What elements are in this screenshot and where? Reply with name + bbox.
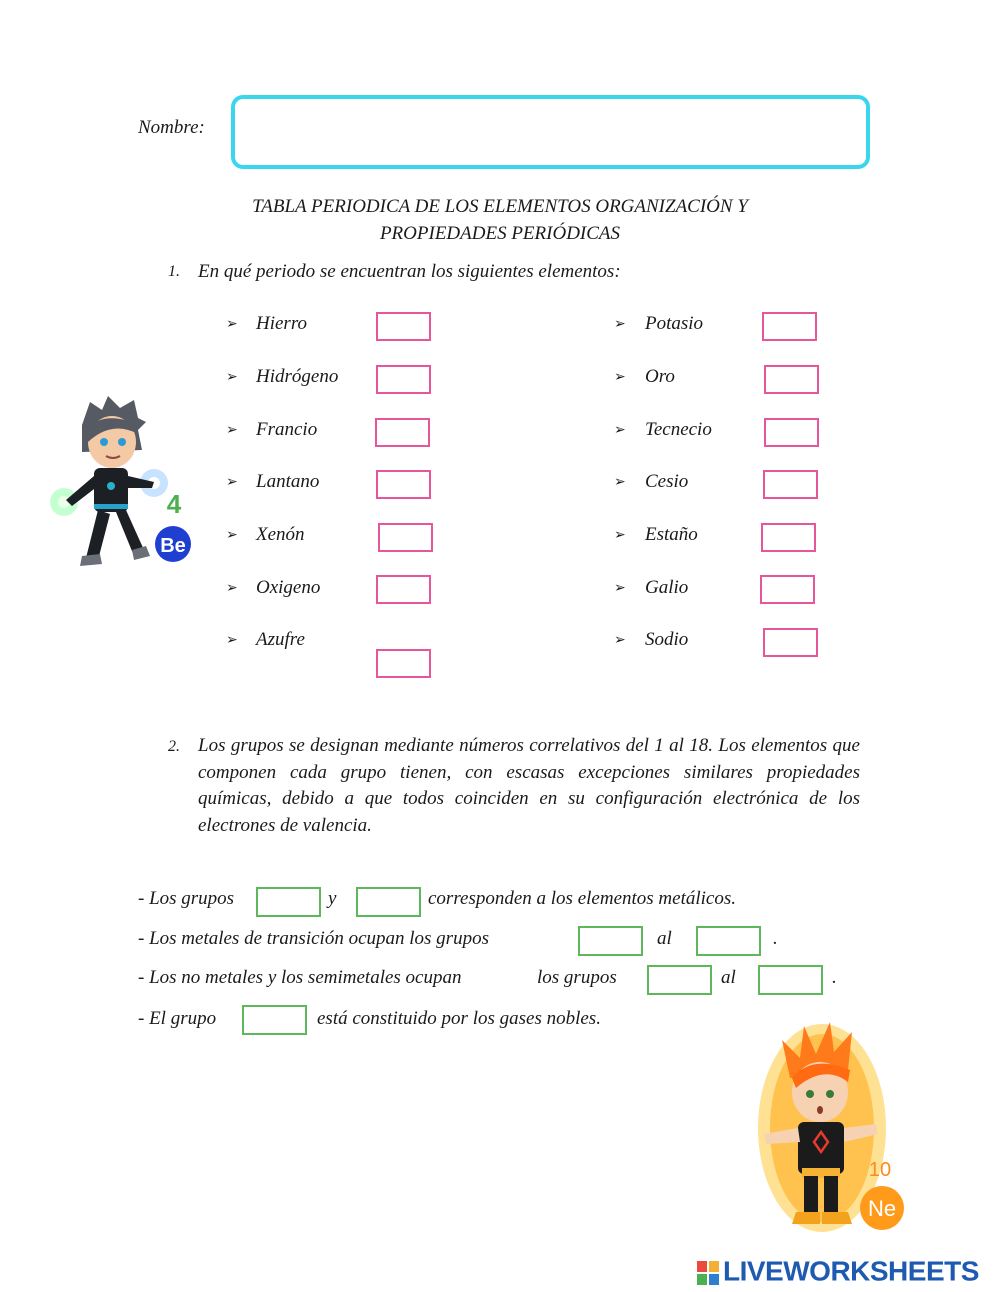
question-2-number: 2. [168,738,180,755]
sentence-text: corresponden a los elementos metálicos. [428,888,736,909]
answer-box[interactable] [761,523,816,552]
sentence-text: y [328,888,337,909]
answer-box[interactable] [647,965,712,995]
arrow-bullet-icon: ➢ [614,528,626,543]
sentence-text: los grupos [537,967,617,988]
arrow-bullet-icon: ➢ [226,528,238,543]
sentence-text: al [657,928,672,949]
answer-box[interactable] [763,628,818,657]
arrow-bullet-icon: ➢ [614,423,626,438]
ne-atomic-number: 10 [868,1159,892,1181]
sentence-text: - Los metales de transición ocupan los grupos [138,928,489,949]
sentence-text: . [773,928,778,949]
arrow-bullet-icon: ➢ [226,475,238,490]
name-label: Nombre: [138,117,205,138]
question-1-text: En qué periodo se encuentran los siguientes elementos: [198,261,621,282]
answer-box[interactable] [378,523,433,552]
answer-box[interactable] [762,312,817,341]
answer-box[interactable] [764,365,819,394]
element-label: Hierro [256,313,308,334]
element-label: Potasio [645,313,704,334]
answer-box[interactable] [376,470,431,499]
arrow-bullet-icon: ➢ [614,370,626,385]
arrow-bullet-icon: ➢ [226,581,238,596]
arrow-bullet-icon: ➢ [226,370,238,385]
element-label: Oro [645,366,675,387]
answer-box[interactable] [763,470,818,499]
element-label: Sodio [645,629,689,650]
ne-symbol: Ne [867,1196,897,1221]
answer-box[interactable] [764,418,819,447]
element-label: Cesio [645,471,689,492]
sentence-text: . [832,967,837,988]
name-input[interactable] [231,95,870,169]
answer-box[interactable] [256,887,321,917]
be-symbol: Be [160,535,186,557]
neon-character-illustration [752,1018,922,1240]
answer-box[interactable] [376,649,431,678]
answer-box[interactable] [578,926,643,956]
answer-box[interactable] [376,575,431,604]
answer-box[interactable] [760,575,815,604]
arrow-bullet-icon: ➢ [614,581,626,596]
element-label: Tecnecio [645,419,712,440]
answer-box[interactable] [376,312,431,341]
answer-box[interactable] [375,418,430,447]
arrow-bullet-icon: ➢ [614,475,626,490]
be-atomic-number: 4 [166,489,182,519]
answer-box[interactable] [696,926,761,956]
element-label: Estaño [645,524,698,545]
element-label: Lantano [256,471,320,492]
logo-mark-icon [697,1260,719,1284]
question-1-number: 1. [168,263,180,280]
answer-box[interactable] [376,365,431,394]
sentence-text: - El grupo [138,1008,217,1029]
sentence-text: al [721,967,736,988]
arrow-bullet-icon: ➢ [226,317,238,332]
answer-box[interactable] [356,887,421,917]
element-label: Francio [256,419,318,440]
arrow-bullet-icon: ➢ [614,633,626,648]
sentence-text: - Los grupos [138,888,235,909]
arrow-bullet-icon: ➢ [614,317,626,332]
element-label: Hidrógeno [256,366,339,387]
element-label: Azufre [256,629,305,650]
title-line-1: TABLA PERIODICA DE LOS ELEMENTOS ORGANIZACIÓN Y [252,196,748,217]
question-2-paragraph: Los grupos se designan mediante números correlativos del 1 al 18. Los elementos que componen cada grupo tienen, con escasas excepciones similares propiedades químicas, debido a que todos coinciden en su configuración electrónica de los electrones de valencia. [198,735,860,836]
answer-box[interactable] [758,965,823,995]
title-line-2: PROPIEDADES PERIÓDICAS [379,223,621,244]
liveworksheets-logo [697,1254,979,1288]
sentence-text: - Los no metales y los semimetales ocupan [138,967,462,988]
element-label: Xenón [256,524,305,545]
sentence-text: está constituido por los gases nobles. [317,1008,601,1029]
element-label: Galio [645,577,689,598]
beryllium-character-illustration [42,390,202,570]
logo-text: LIVEWORKSHEETS [723,1255,979,1287]
arrow-bullet-icon: ➢ [226,633,238,648]
answer-box[interactable] [242,1005,307,1035]
page-title [150,193,850,247]
arrow-bullet-icon: ➢ [226,423,238,438]
element-label: Oxigeno [256,577,321,598]
